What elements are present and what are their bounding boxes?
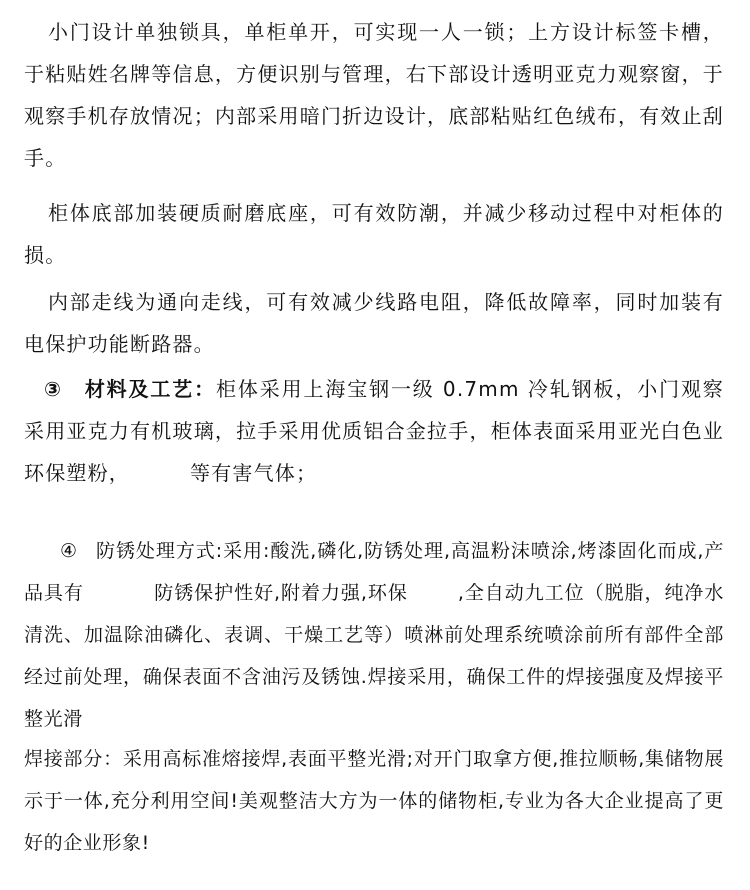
rust-text-c: ,全自动九工位（脱脂，纯净水清洗、加温除油磷化、表调、干燥工艺等）喷淋前处理系统喷涂前所有部件全部经过前处理，确保表面不含油污及锈蚀.焊接采用，确保工件的焊接强度及焊接平整光滑 bbox=[24, 582, 724, 730]
item-number-4: ④ bbox=[60, 540, 78, 562]
materials-heading: 材料及工艺： bbox=[84, 377, 217, 401]
paragraph-materials bbox=[24, 368, 724, 494]
rust-text-b: 防锈保护性好,附着力强,环保 bbox=[153, 582, 408, 604]
paragraph-rust-treatment bbox=[24, 530, 724, 740]
item-number-3: ③ bbox=[44, 377, 63, 401]
paragraph-base: 柜体底部加装硬质耐磨底座，可有效防潮，并减少移动过程中对柜体的损。 bbox=[24, 201, 724, 267]
paragraph-welding: 焊接部分：采用高标准熔接焊,表面平整光滑;对开门取拿方便,推拉顺畅,集储物展示于一体,充分利用空间!美观整洁大方为一体的储物柜,专业为各大企业提高了更好的企业形象! bbox=[24, 748, 724, 854]
materials-text-a: 柜体采用上海宝钢一级 0.7mm 冷轧钢板，小门观察采用亚克力有机玻璃，拉手采用优质铝合金拉手，柜体表面采用亚光白色业环保塑粉， bbox=[24, 377, 725, 485]
paragraph-wiring: 内部走线为通向走线，可有效减少线路电阻，降低故障率，同时加装有电保护功能断路器。 bbox=[24, 290, 724, 356]
paragraph-door-design: 小门设计单独锁具，单柜单开，可实现一人一锁；上方设计标签卡槽，于粘贴姓名牌等信息，方便识别与管理，右下部设计透明亚克力观察窗，于观察手机存放情况；内部采用暗门折边设计，底部粘贴红色绒布，有效止刮手。 bbox=[24, 20, 724, 170]
rust-text-a: 防锈处理方式:采用:酸洗,磷化,防锈处理,高温粉沫喷涂,烤漆固化而成,产品具有 bbox=[24, 540, 724, 604]
materials-text-b: 等有害气体； bbox=[190, 461, 318, 485]
